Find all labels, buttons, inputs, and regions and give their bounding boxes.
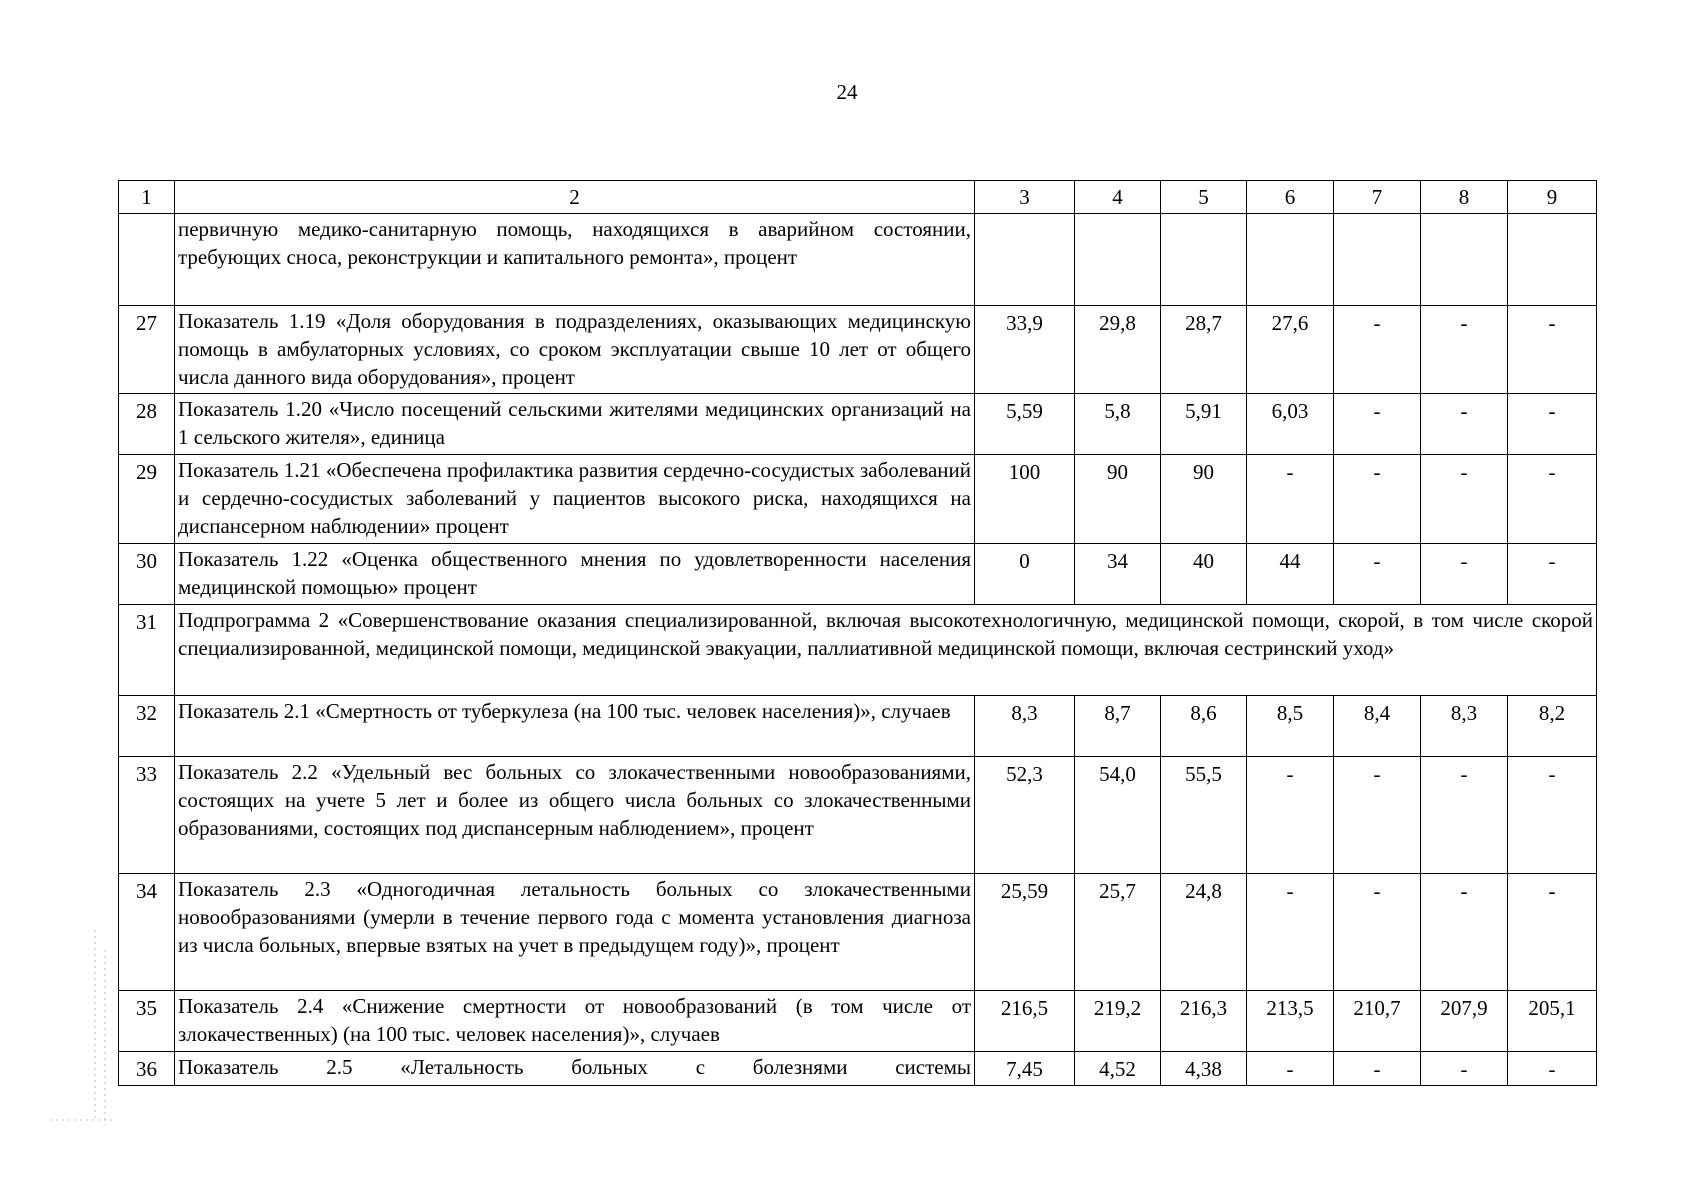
indicator-description: Показатель 1.20 «Число посещений сельскими жителями медицинских организаций на 1 сельского жителя», единица	[175, 394, 975, 455]
column-header: 6	[1247, 181, 1334, 214]
subprogram-row	[119, 605, 1597, 696]
value-cell: -	[1508, 874, 1597, 991]
table-row	[119, 306, 1597, 394]
value-cell: 100	[975, 455, 1075, 544]
value-cell: 28,7	[1161, 306, 1247, 394]
value-cell: 213,5	[1247, 991, 1334, 1052]
value-cell: -	[1508, 306, 1597, 394]
value-cell: 216,5	[975, 991, 1075, 1052]
value-cell: 207,9	[1421, 991, 1508, 1052]
table-row	[119, 1052, 1597, 1086]
value-cell: 29,8	[1075, 306, 1161, 394]
value-cell: 54,0	[1075, 757, 1161, 874]
value-cell: 8,6	[1161, 696, 1247, 757]
row-number: 36	[119, 1052, 175, 1086]
value-cell: 55,5	[1161, 757, 1247, 874]
value-cell: 40	[1161, 544, 1247, 605]
value-cell: 4,52	[1075, 1052, 1161, 1086]
value-cell: 8,7	[1075, 696, 1161, 757]
indicator-description: Показатель 1.19 «Доля оборудования в подразделениях, оказывающих медицинскую помощь в амбулаторных условиях, со сроком эксплуатации свыше 10 лет от общего числа данного вида оборудования», процент	[175, 306, 975, 394]
table-row	[119, 757, 1597, 874]
value-cell: -	[1334, 874, 1421, 991]
value-cell	[975, 214, 1075, 306]
value-cell: 25,59	[975, 874, 1075, 991]
subprogram-title: Подпрограмма 2 «Совершенствование оказания специализированной, включая высокотехнологичную, медицинской помощи, скорой, в том числе скорой специализированной, медицинской помощи, медицинской эвакуации, паллиативной медицинской помощи, включая сестринский уход»	[175, 605, 1597, 696]
value-cell: 25,7	[1075, 874, 1161, 991]
value-cell: 5,8	[1075, 394, 1161, 455]
value-cell: 0	[975, 544, 1075, 605]
value-cell	[1334, 214, 1421, 306]
value-cell: -	[1421, 455, 1508, 544]
row-number: 33	[119, 757, 175, 874]
value-cell: 210,7	[1334, 991, 1421, 1052]
value-cell: -	[1247, 1052, 1334, 1086]
column-header: 3	[975, 181, 1075, 214]
value-cell: 216,3	[1161, 991, 1247, 1052]
value-cell: 8,3	[1421, 696, 1508, 757]
value-cell: -	[1334, 757, 1421, 874]
row-number: 31	[119, 605, 175, 696]
value-cell: -	[1334, 544, 1421, 605]
value-cell: 90	[1075, 455, 1161, 544]
indicator-description: Показатель 1.21 «Обеспечена профилактика развития сердечно-сосудистых заболеваний и сердечно-сосудистых заболеваний у пациентов высокого риска, находящихся на диспансерном наблюдении» процент	[175, 455, 975, 544]
value-cell: 44	[1247, 544, 1334, 605]
value-cell: -	[1421, 306, 1508, 394]
value-cell: -	[1334, 1052, 1421, 1086]
value-cell: 33,9	[975, 306, 1075, 394]
indicator-description: первичную медико-санитарную помощь, находящихся в аварийном состоянии, требующих сноса, реконструкции и капитального ремонта», процент	[175, 214, 975, 306]
value-cell: -	[1247, 455, 1334, 544]
value-cell	[1161, 214, 1247, 306]
table-row	[119, 874, 1597, 991]
value-cell: 52,3	[975, 757, 1075, 874]
value-cell: 90	[1161, 455, 1247, 544]
value-cell: -	[1508, 1052, 1597, 1086]
column-header: 1	[119, 181, 175, 214]
row-number: 30	[119, 544, 175, 605]
value-cell: -	[1334, 394, 1421, 455]
value-cell: 8,2	[1508, 696, 1597, 757]
value-cell: -	[1421, 544, 1508, 605]
value-cell: 5,91	[1161, 394, 1247, 455]
column-header: 2	[175, 181, 975, 214]
value-cell: 34	[1075, 544, 1161, 605]
table-header-row	[119, 181, 1597, 214]
column-header: 5	[1161, 181, 1247, 214]
value-cell: 219,2	[1075, 991, 1161, 1052]
value-cell: -	[1508, 544, 1597, 605]
indicators-table	[118, 180, 1597, 1086]
value-cell: 6,03	[1247, 394, 1334, 455]
value-cell: -	[1334, 455, 1421, 544]
value-cell: 8,3	[975, 696, 1075, 757]
table-row	[119, 214, 1597, 306]
table-row	[119, 991, 1597, 1052]
row-number: 35	[119, 991, 175, 1052]
value-cell: -	[1508, 757, 1597, 874]
value-cell	[1247, 214, 1334, 306]
indicator-description: Показатель 2.1 «Смертность от туберкулеза (на 100 тыс. человек населения)», случаев	[175, 696, 975, 757]
scan-artifact	[50, 930, 120, 1130]
column-header: 9	[1508, 181, 1597, 214]
value-cell: -	[1421, 874, 1508, 991]
value-cell: -	[1421, 1052, 1508, 1086]
table-row	[119, 455, 1597, 544]
indicator-description: Показатель 2.4 «Снижение смертности от новообразований (в том числе от злокачественных) (на 100 тыс. человек населения)», случаев	[175, 991, 975, 1052]
value-cell: 205,1	[1508, 991, 1597, 1052]
row-number: 29	[119, 455, 175, 544]
value-cell: 7,45	[975, 1052, 1075, 1086]
value-cell: -	[1247, 757, 1334, 874]
value-cell: -	[1508, 455, 1597, 544]
indicator-description: Показатель 2.5 «Летальность больных с болезнями системы	[175, 1052, 975, 1086]
indicator-description: Показатель 1.22 «Оценка общественного мнения по удовлетворенности населения медицинской помощью» процент	[175, 544, 975, 605]
row-number: 32	[119, 696, 175, 757]
table-row	[119, 544, 1597, 605]
value-cell: 24,8	[1161, 874, 1247, 991]
value-cell: 5,59	[975, 394, 1075, 455]
row-number: 27	[119, 306, 175, 394]
value-cell	[1421, 214, 1508, 306]
indicator-description: Показатель 2.3 «Одногодичная летальность больных со злокачественными новообразованиями (умерли в течение первого года с момента установления диагноза из числа больных, впервые взятых на учет в предыдущем году)», процент	[175, 874, 975, 991]
value-cell	[1508, 214, 1597, 306]
value-cell: 4,38	[1161, 1052, 1247, 1086]
value-cell: -	[1508, 394, 1597, 455]
page-number: 24	[836, 80, 858, 104]
row-number	[119, 214, 175, 306]
value-cell: 8,4	[1334, 696, 1421, 757]
table-row	[119, 394, 1597, 455]
value-cell: -	[1421, 394, 1508, 455]
value-cell: -	[1334, 306, 1421, 394]
row-number: 28	[119, 394, 175, 455]
value-cell: -	[1247, 874, 1334, 991]
column-header: 4	[1075, 181, 1161, 214]
table-row	[119, 696, 1597, 757]
value-cell	[1075, 214, 1161, 306]
value-cell: -	[1421, 757, 1508, 874]
value-cell: 27,6	[1247, 306, 1334, 394]
column-header: 8	[1421, 181, 1508, 214]
indicator-description: Показатель 2.2 «Удельный вес больных со злокачественными новообразованиями, состоящих на учете 5 лет и более из общего числа больных со злокачественными образованиями, состоящих под диспансерным наблюдением», процент	[175, 757, 975, 874]
column-header: 7	[1334, 181, 1421, 214]
row-number: 34	[119, 874, 175, 991]
value-cell: 8,5	[1247, 696, 1334, 757]
